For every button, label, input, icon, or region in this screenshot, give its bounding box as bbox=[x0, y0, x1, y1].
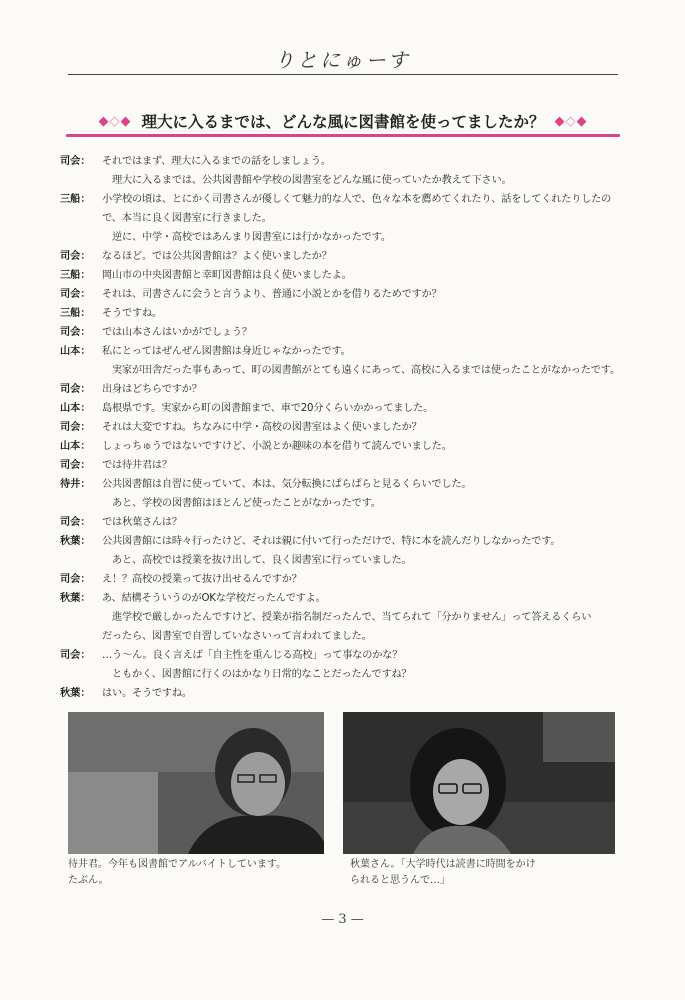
caption-akiba-line1: 秋葉さん。「大学時代は読書に時間をかけ bbox=[350, 859, 536, 870]
dialogue-text: 小学校の頃は、とにかく司書さんが優しくて魅力的な人で、色々な本を薦めてくれたり、話をしてくれたりしたの bbox=[102, 194, 612, 205]
speaker-label: 司会： bbox=[60, 289, 91, 300]
diamond-ornament-right-icon: ◆◇◆ bbox=[554, 113, 588, 129]
photo-akiba-image bbox=[343, 712, 615, 854]
speaker-label: 山本： bbox=[60, 441, 91, 452]
dialogue-text: 公共図書館には時々行ったけど、それは親に付いて行っただけで、特に本を読んだりしなかったです。 bbox=[102, 536, 561, 547]
newsletter-title: りとにゅーす bbox=[274, 48, 411, 72]
header-divider bbox=[68, 74, 618, 75]
dialogue-text: 理大に入るまでは、公共図書館や学校の図書室をどんな風に使っていたか教えて下さい。 bbox=[112, 175, 512, 186]
speaker-label: 司会： bbox=[60, 650, 91, 661]
caption-machii-line2: たぶん。 bbox=[68, 875, 109, 886]
dialogue-line bbox=[60, 152, 620, 171]
section-heading bbox=[66, 110, 620, 132]
speaker-label: 秋葉： bbox=[60, 593, 91, 604]
dialogue-line bbox=[60, 513, 620, 532]
speaker-label: 司会： bbox=[60, 517, 91, 528]
dialogue-line bbox=[60, 342, 620, 361]
dialogue-line bbox=[60, 665, 620, 684]
dialogue-line bbox=[60, 437, 620, 456]
dialogue-text: あ、結構そういうのがOKな学校だったんですよ。 bbox=[102, 593, 326, 604]
dialogue-line bbox=[60, 190, 620, 209]
dialogue-text: あと、学校の図書館はほとんど使ったことがなかったです。 bbox=[112, 498, 381, 509]
speaker-label: 三船： bbox=[60, 270, 91, 281]
interview-dialogue bbox=[60, 152, 620, 703]
dialogue-text: 岡山市の中央図書館と幸町図書館は良く使いましたよ。 bbox=[102, 270, 352, 281]
dialogue-line bbox=[60, 266, 620, 285]
dialogue-text: …う〜ん。良く言えば「自主性を重んじる高校」って事なのかな？ bbox=[102, 650, 403, 661]
dialogue-text: しょっちゅうではないですけど、小説とか趣味の本を借りて読んでいました。 bbox=[102, 441, 452, 452]
dialogue-text: で、本当に良く図書室に行きました。 bbox=[102, 213, 272, 224]
speaker-label: 司会： bbox=[60, 156, 91, 167]
diamond-ornament-left-icon: ◆◇◆ bbox=[98, 113, 132, 129]
photo-machii bbox=[68, 712, 324, 854]
dialogue-text: それは大変ですね。ちなみに中学・高校の図書室はよく使いましたか？ bbox=[102, 422, 422, 433]
dialogue-line bbox=[60, 209, 620, 228]
page-number: — 3 — bbox=[321, 912, 364, 927]
dialogue-line bbox=[60, 418, 620, 437]
dialogue-line bbox=[60, 589, 620, 608]
caption-machii bbox=[68, 857, 308, 889]
dialogue-text: では山本さんはいかがでしょう？ bbox=[102, 327, 252, 338]
speaker-label: 司会： bbox=[60, 327, 91, 338]
speaker-label: 司会： bbox=[60, 574, 91, 585]
dialogue-line bbox=[60, 551, 620, 570]
speaker-label: 三船： bbox=[60, 194, 91, 205]
dialogue-line bbox=[60, 475, 620, 494]
dialogue-line bbox=[60, 171, 620, 190]
dialogue-line bbox=[60, 684, 620, 703]
photo-akiba bbox=[343, 712, 615, 854]
speaker-label: 秋葉： bbox=[60, 688, 91, 699]
dialogue-line bbox=[60, 361, 620, 380]
dialogue-text: それは、司書さんに会うと言うより、普通に小説とかを借りるためですか？ bbox=[102, 289, 442, 300]
dialogue-line bbox=[60, 380, 620, 399]
dialogue-line bbox=[60, 247, 620, 266]
speaker-label: 司会： bbox=[60, 422, 91, 433]
dialogue-text: では待井君は？ bbox=[102, 460, 172, 471]
dialogue-line bbox=[60, 608, 620, 627]
dialogue-text: 公共図書館は自習に使っていて、本は、気分転換にぱらぱらと見るくらいでした。 bbox=[102, 479, 472, 490]
caption-machii-line1: 待井君。今年も図書館でアルバイトしています。 bbox=[68, 859, 287, 870]
dialogue-line bbox=[60, 627, 620, 646]
dialogue-text: 出身はどちらですか？ bbox=[102, 384, 202, 395]
dialogue-text: ともかく、図書館に行くのはかなり日常的なことだったんですね？ bbox=[112, 669, 412, 680]
dialogue-text: え！？高校の授業って抜け出せるんですか？ bbox=[102, 574, 302, 585]
dialogue-text: なるほど。では公共図書館は？よく使いましたか？ bbox=[102, 251, 332, 262]
speaker-label: 山本： bbox=[60, 403, 91, 414]
dialogue-line bbox=[60, 285, 620, 304]
caption-akiba bbox=[350, 857, 590, 889]
dialogue-line bbox=[60, 456, 620, 475]
dialogue-text: はい。そうですね。 bbox=[102, 688, 192, 699]
dialogue-line bbox=[60, 494, 620, 513]
dialogue-text: 実家が田舎だった事もあって、町の図書館がとても遠くにあって、高校に入るまでは使ったことがなかったです。 bbox=[112, 365, 620, 376]
speaker-label: 司会： bbox=[60, 460, 91, 471]
speaker-label: 待井： bbox=[60, 479, 91, 490]
dialogue-text: それではまず、理大に入るまでの話をしましょう。 bbox=[102, 156, 331, 167]
speaker-label: 司会： bbox=[60, 384, 91, 395]
dialogue-line bbox=[60, 323, 620, 342]
dialogue-text: 島根県です。実家から町の図書館まで、車で20分くらいかかってました。 bbox=[102, 403, 434, 414]
dialogue-line bbox=[60, 532, 620, 551]
dialogue-text: そうですね。 bbox=[102, 308, 162, 319]
dialogue-line bbox=[60, 304, 620, 323]
dialogue-text: 逆に、中学・高校ではあんまり図書室には行かなかったです。 bbox=[112, 232, 391, 243]
section-heading-text: 理大に入るまでは、どんな風に図書館を使ってましたか？ bbox=[141, 113, 545, 131]
dialogue-text: では秋葉さんは？ bbox=[102, 517, 182, 528]
dialogue-text: だったら、図書室で自習していなさいって言われてました。 bbox=[102, 631, 372, 642]
dialogue-text: 進学校で厳しかったんですけど、授業が指名制だったんで、当てられて「分かりません」って答えるくらい bbox=[112, 612, 592, 623]
dialogue-line bbox=[60, 399, 620, 418]
dialogue-line bbox=[60, 228, 620, 247]
speaker-label: 山本： bbox=[60, 346, 91, 357]
speaker-label: 三船： bbox=[60, 308, 91, 319]
dialogue-line bbox=[60, 646, 620, 665]
heading-underline bbox=[66, 134, 620, 137]
caption-akiba-line2: られると思うんで…」 bbox=[350, 875, 450, 886]
dialogue-text: あと、高校では授業を抜け出して、良く図書室に行っていました。 bbox=[112, 555, 412, 566]
speaker-label: 秋葉： bbox=[60, 536, 91, 547]
dialogue-line bbox=[60, 570, 620, 589]
photo-machii-image bbox=[68, 712, 324, 854]
speaker-label: 司会： bbox=[60, 251, 91, 262]
dialogue-text: 私にとってはぜんぜん図書館は身近じゃなかったです。 bbox=[102, 346, 351, 357]
